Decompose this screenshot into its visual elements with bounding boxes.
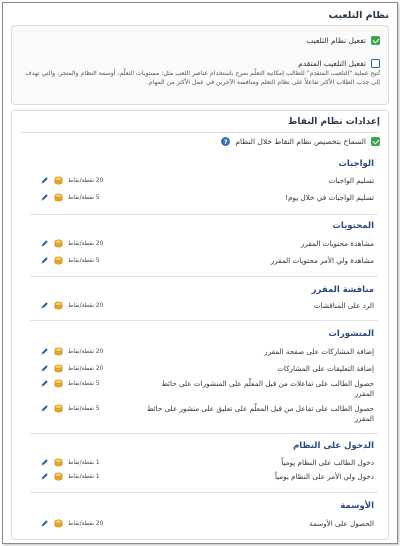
points-row xyxy=(40,176,374,186)
settings-frame xyxy=(2,2,398,544)
points-row-label: دخول الطالب على النظام يومياً xyxy=(281,458,374,467)
points-value xyxy=(40,239,103,248)
edit-pencil-icon[interactable] xyxy=(40,364,49,373)
section-title: نظام التلعيب xyxy=(328,10,389,21)
points-row xyxy=(40,458,374,468)
divider xyxy=(30,214,378,215)
edit-pencil-icon[interactable] xyxy=(40,379,49,388)
points-row xyxy=(40,364,374,374)
divider xyxy=(30,320,378,321)
coins-icon xyxy=(54,379,63,388)
edit-pencil-icon[interactable] xyxy=(40,519,49,528)
points-row xyxy=(40,239,374,249)
edit-pencil-icon[interactable] xyxy=(40,404,49,413)
points-text: 20 نقطة/نقاط xyxy=(68,177,104,184)
coins-icon xyxy=(54,193,63,202)
points-row xyxy=(40,472,374,482)
edit-pencil-icon[interactable] xyxy=(40,239,49,248)
enable-gamification-label: تفعيل نظام التلعيب xyxy=(306,36,366,45)
coins-icon xyxy=(54,472,63,481)
coins-icon xyxy=(54,176,63,185)
points-settings-panel xyxy=(11,110,389,540)
points-value xyxy=(40,379,100,388)
allow-custom-checkbox[interactable] xyxy=(371,137,380,146)
group-title: الأوسمة xyxy=(340,501,374,511)
points-value xyxy=(40,364,103,373)
coins-icon xyxy=(54,301,63,310)
points-row xyxy=(40,404,374,423)
edit-pencil-icon[interactable] xyxy=(40,472,49,481)
points-value xyxy=(40,519,103,528)
points-value xyxy=(40,404,100,413)
coins-icon xyxy=(54,519,63,528)
edit-pencil-icon[interactable] xyxy=(40,256,49,265)
points-row-label: مشاهدة ولي الأمر محتويات المقرر xyxy=(270,256,374,265)
enable-gamification-checkbox[interactable] xyxy=(371,36,380,45)
points-value xyxy=(40,176,103,185)
points-row xyxy=(40,379,374,398)
points-text: 20 نقطة/نقاط xyxy=(68,365,104,372)
points-row-label: إضافة المشاركات على صفحة المقرر xyxy=(264,347,374,356)
coins-icon xyxy=(54,404,63,413)
points-value xyxy=(40,458,100,467)
points-text: 20 نقطة/نقاط xyxy=(68,520,104,527)
allow-custom-row[interactable] xyxy=(221,137,380,146)
points-row-label: مشاهدة محتويات المقرر xyxy=(300,239,374,248)
coins-icon xyxy=(54,458,63,467)
points-text: 5 نقطة/نقاط xyxy=(68,257,100,264)
points-row-label: دخول ولي الأمر على النظام يومياً xyxy=(274,472,374,481)
points-text: 5 نقطة/نقاط xyxy=(68,194,100,201)
group-title: مناقشة المقرر xyxy=(311,285,374,295)
gamification-panel xyxy=(11,25,389,105)
points-text: 1 نقطة/نقاط xyxy=(68,459,100,466)
points-row xyxy=(40,519,374,529)
divider xyxy=(30,433,378,434)
points-value xyxy=(40,347,103,356)
help-icon[interactable]: ? xyxy=(221,137,230,146)
points-value xyxy=(40,193,100,202)
points-row-label: الحصول على الأوسمة xyxy=(309,519,374,528)
edit-pencil-icon[interactable] xyxy=(40,301,49,310)
group-title: الدخول على النظام xyxy=(293,441,374,451)
divider xyxy=(30,492,378,493)
points-row-label: إضافة التعليقات على المشاركات xyxy=(277,364,374,373)
edit-pencil-icon[interactable] xyxy=(40,176,49,185)
enable-advanced-checkbox[interactable] xyxy=(371,59,380,68)
coins-icon xyxy=(54,347,63,356)
coins-icon xyxy=(54,364,63,373)
group-title: المنشورات xyxy=(328,329,374,339)
points-value xyxy=(40,256,100,265)
points-row-label: حصول الطالب على تفاعلات من قبل المعلّم على المنشورات على حائط المقرر xyxy=(161,379,374,398)
edit-pencil-icon[interactable] xyxy=(40,193,49,202)
points-text: 5 نقطة/نقاط xyxy=(68,380,100,387)
divider xyxy=(30,276,378,277)
points-value xyxy=(40,301,103,310)
enable-advanced-row[interactable] xyxy=(298,59,380,68)
points-text: 1 نقطة/نقاط xyxy=(68,473,100,480)
points-row xyxy=(40,256,374,266)
edit-pencil-icon[interactable] xyxy=(40,458,49,467)
enable-advanced-label: تفعيل التلعيب المتقدم xyxy=(298,59,366,68)
points-text: 20 نقطة/نقاط xyxy=(68,302,104,309)
points-row-label: الرد على المناقشات xyxy=(313,301,374,310)
points-row xyxy=(40,301,374,311)
points-row-label: تسليم الواجبات xyxy=(328,176,374,185)
group-title: المحتويات xyxy=(332,221,374,231)
divider xyxy=(20,132,380,133)
points-row xyxy=(40,193,374,203)
points-row-label: تسليم الواجبات في خلال يوم! xyxy=(285,193,374,202)
advanced-description: تُتيح عملية "التلعيب المتقدم" للطالب إمكانية التعلّم بمرح باستخدام عناصر اللعب مثل: مستويات التعلّم، أوسمة النظام والمتجر، والتي تهدف إلى جذب الطلاب الأكثر تفاعلاً على نظام التعلم ومنافسة الآخرين في عمل الأكثر من المهام. xyxy=(25,70,380,86)
coins-icon xyxy=(54,256,63,265)
points-settings-title: إعدادات نظام النقاط xyxy=(288,117,380,127)
points-value xyxy=(40,472,100,481)
group-title: الواجبات xyxy=(338,159,374,169)
allow-custom-label: السماح بتخصيص نظام النقاط خلال النظام xyxy=(235,137,366,146)
enable-gamification-row[interactable] xyxy=(306,36,380,45)
coins-icon xyxy=(54,239,63,248)
points-text: 20 نقطة/نقاط xyxy=(68,348,104,355)
edit-pencil-icon[interactable] xyxy=(40,347,49,356)
points-text: 20 نقطة/نقاط xyxy=(68,240,104,247)
points-text: 5 نقطة/نقاط xyxy=(68,405,100,412)
points-row-label: حصول الطالب على تفاعل من قبل المعلّم على تعليق على منشور على حائط المقرر xyxy=(146,404,374,423)
points-row xyxy=(40,347,374,357)
